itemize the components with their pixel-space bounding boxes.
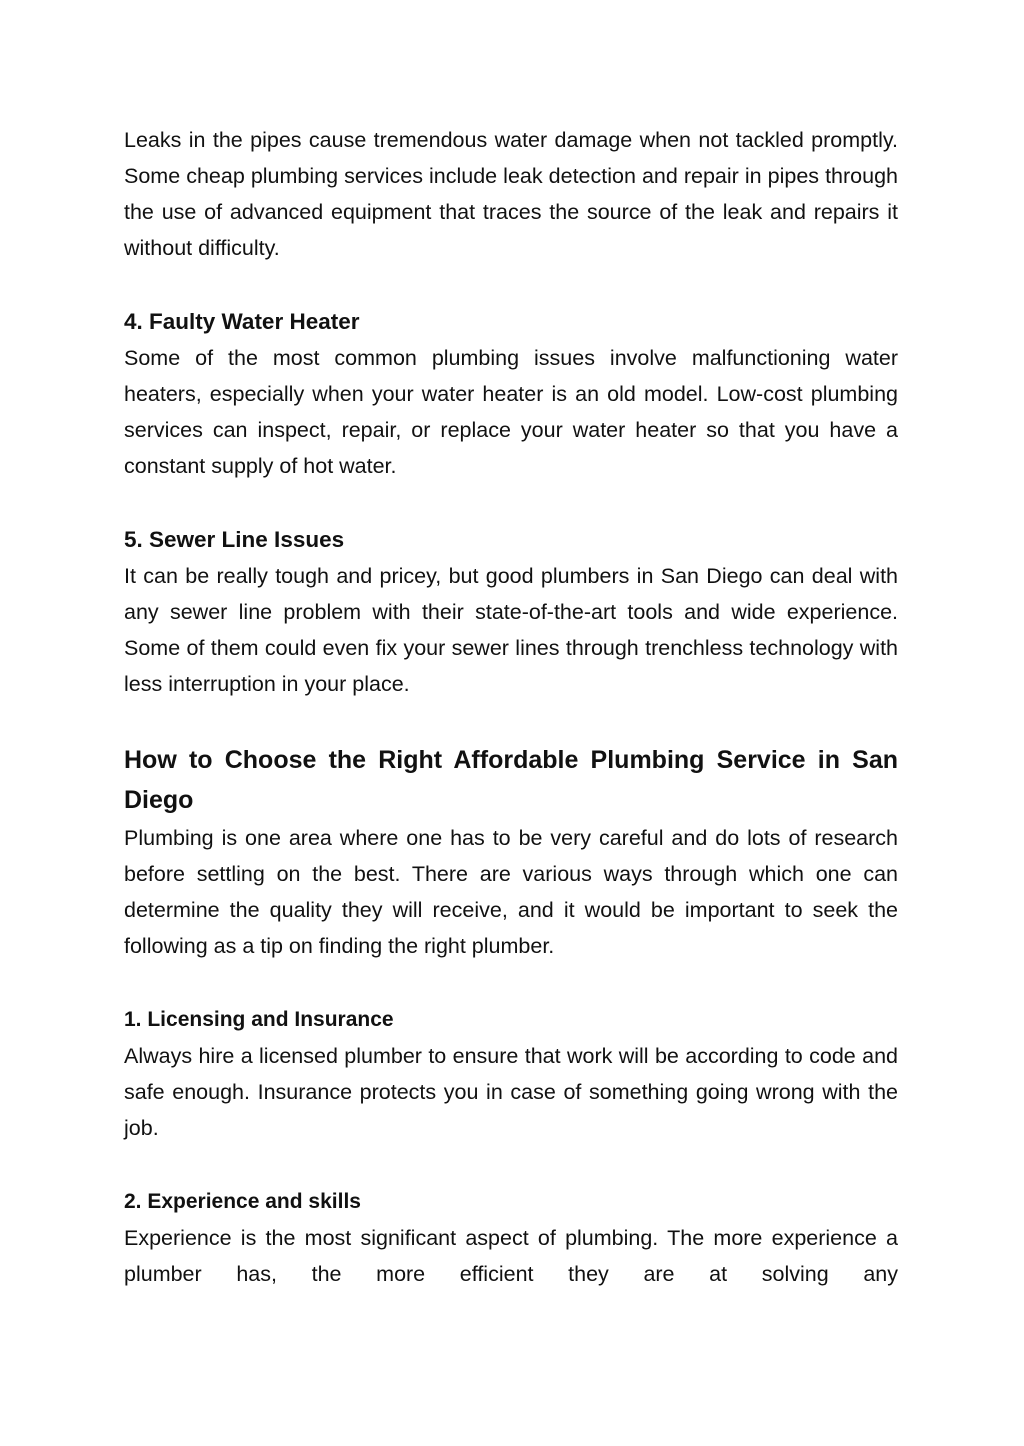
main-paragraph: Plumbing is one area where one has to be very careful and do lots of research before settling on the best. There are various ways through which one can determine the quality they will receive, and it would be important to seek the following as a tip on finding the right plumber.	[124, 826, 898, 958]
tip-body-experience: Experience is the most significant aspect of plumbing. The more experience a plumber has, the more efficient they are at solving any	[124, 1226, 898, 1286]
intro-paragraph: Leaks in the pipes cause tremendous water damage when not tackled promptly. Some cheap plumbing services include leak detection and repair in pipes through the use of advanced equipment that traces the source of the leak and repairs it without difficulty.	[124, 128, 898, 260]
section-heading-faulty-water-heater: 4. Faulty Water Heater	[124, 309, 360, 334]
tip-heading-licensing: 1. Licensing and Insurance	[124, 1008, 394, 1031]
tip-heading-experience: 2. Experience and skills	[124, 1190, 361, 1213]
tip-body-licensing: Always hire a licensed plumber to ensure that work will be according to code and safe enough. Insurance protects you in case of something going wrong with the job.	[124, 1044, 898, 1140]
main-heading: How to Choose the Right Affordable Plumbing Service in San Diego	[124, 746, 898, 814]
section-body-faulty-water-heater: Some of the most common plumbing issues involve malfunctioning water heaters, especially when your water heater is an old model. Low-cost plumbing services can inspect, repair, or replace your water heater so that you have a constant supply of hot water.	[124, 346, 898, 478]
document-page	[124, 122, 898, 1292]
section-body-sewer-line-issues: It can be really tough and pricey, but good plumbers in San Diego can deal with any sewer line problem with their state-of-the-art tools and wide experience. Some of them could even fix your sewer lines through trenchless technology with less interruption in your place.	[124, 564, 898, 696]
section-heading-sewer-line-issues: 5. Sewer Line Issues	[124, 527, 345, 552]
